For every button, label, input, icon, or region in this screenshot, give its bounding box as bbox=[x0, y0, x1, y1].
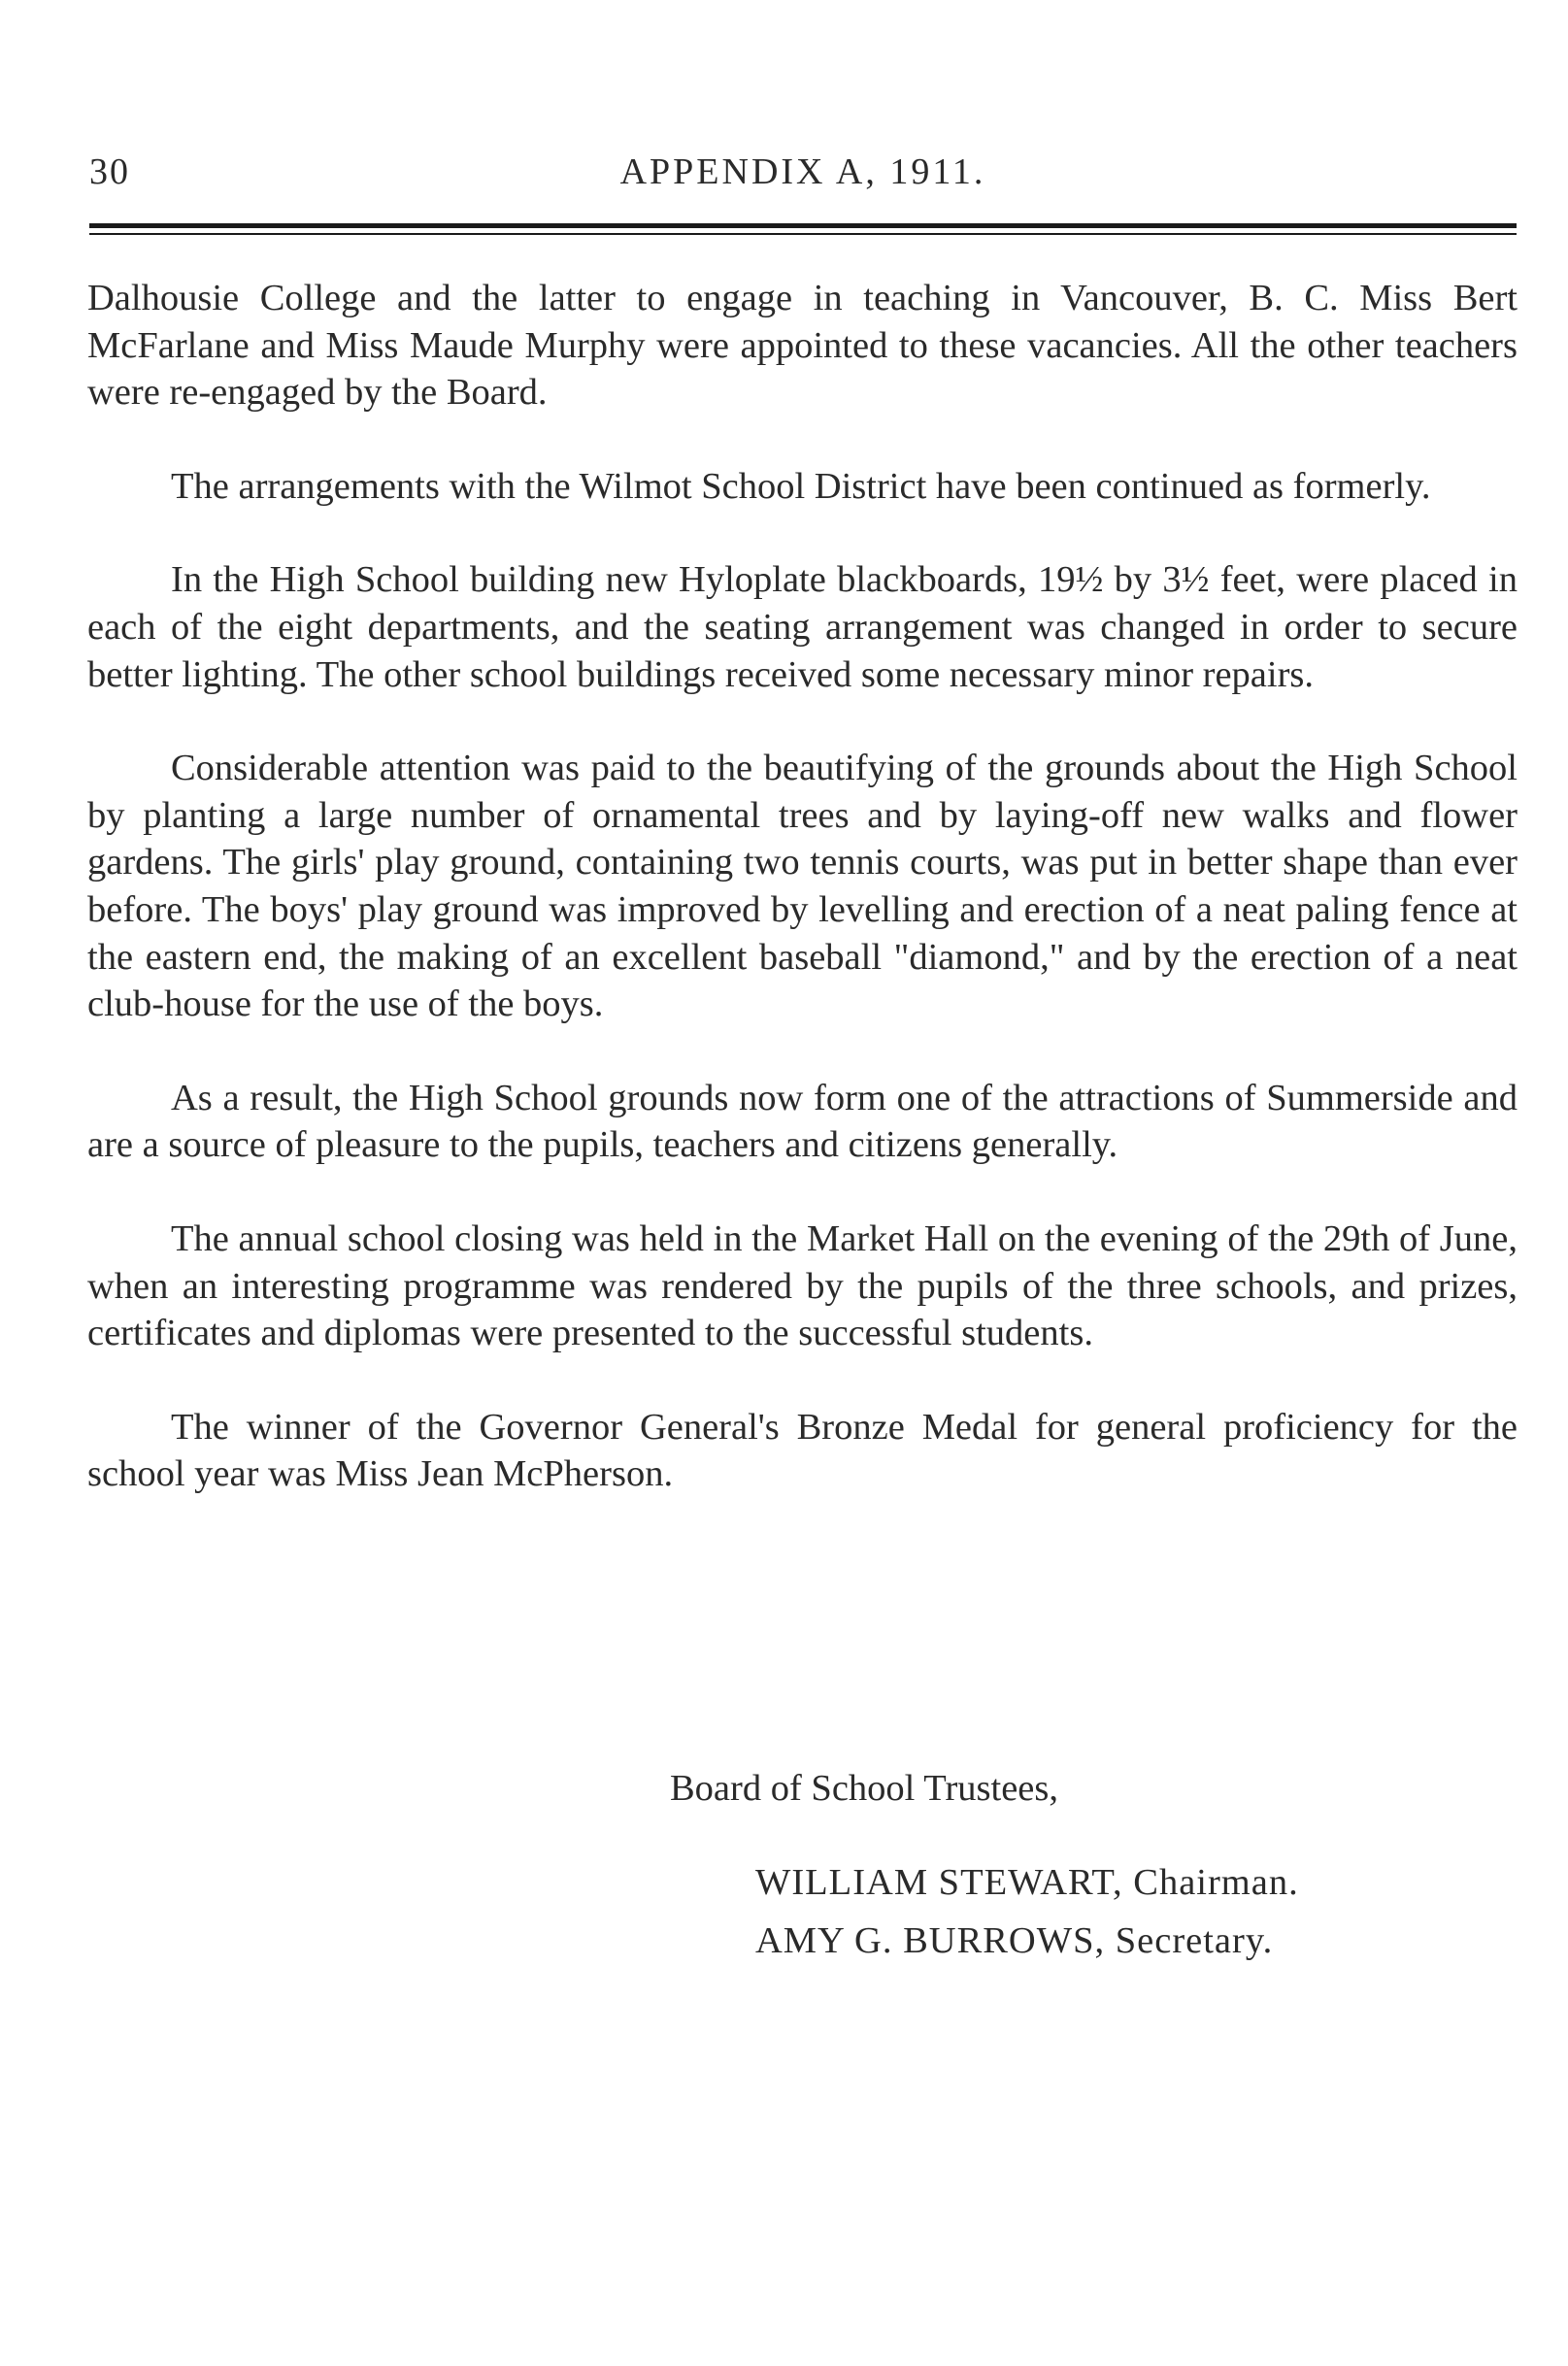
paragraph-blackboards: In the High School building new Hyloplate blackboards, 19½ by 3½ feet, were placed in each of the eight departments, and the seating arrangement was changed in order to secure better lighting. The other school buildings received some necessary minor repairs. bbox=[87, 559, 1518, 695]
paragraph-continued: Dalhousie College and the latter to engage in teaching in Vancouver, B. C. Miss Bert McFarlane and Miss Maude Murphy were appointed to these vacancies. All the other teachers were re-engaged by the Board. bbox=[87, 278, 1518, 414]
paragraph-medal: The winner of the Governor General's Bronze Medal for general proficiency for the school year was Miss Jean McPherson. bbox=[87, 1406, 1518, 1495]
paragraph-wilmot: The arrangements with the Wilmot School District have been continued as formerly. bbox=[171, 465, 1431, 507]
page-number: 30 bbox=[89, 151, 130, 192]
running-header bbox=[89, 150, 1517, 199]
header-title: APPENDIX A, 1911. bbox=[619, 151, 986, 192]
signoff-board: Board of School Trustees, bbox=[670, 1768, 1058, 1809]
signoff-secretary: AMY G. BURROWS, Secretary. bbox=[755, 1920, 1274, 1961]
header-rule-thin bbox=[89, 233, 1517, 235]
signoff-chairman: WILLIAM STEWART, Chairman. bbox=[755, 1862, 1299, 1903]
body-text bbox=[87, 275, 1518, 1545]
paragraph-result: As a result, the High School grounds now form one of the attractions of Summerside and are a source of pleasure to the pupils, teachers and citizens generally. bbox=[87, 1077, 1518, 1166]
paragraph-grounds: Considerable attention was paid to the beautifying of the grounds about the High School by planting a large number of ornamental trees and by laying-off new walks and flower gardens. The girls' play ground, containing two tennis courts, was put in better shape than ever before. The boys' play ground was improved by levelling and erection of a neat paling fence at the eastern end, the making of an excellent baseball "diamond," and by the erection of a neat club-house for the use of the boys. bbox=[87, 748, 1518, 1025]
header-rule-thick bbox=[89, 223, 1517, 228]
paragraph-closing: The annual school closing was held in the Market Hall on the evening of the 29th of June, when an interesting programme was rendered by the pupils of the three schools, and prizes, certificates and diplomas were presented to the successful students. bbox=[87, 1217, 1518, 1354]
